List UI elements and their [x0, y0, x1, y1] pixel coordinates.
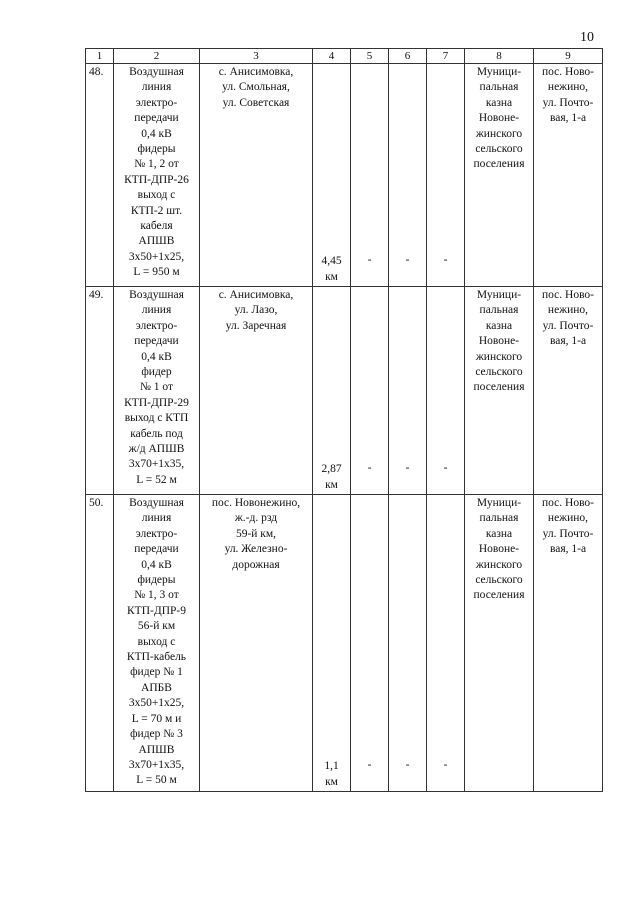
line-length: 4,45 км: [321, 255, 342, 283]
object-name: Воздушная линия электро- передачи 0,4 кВ фидеры № 1, 2 от КТП-ДПР-26 выход с КТП-2 шт. кабеля АПШВ 3х50+1х25, L = 950 м: [124, 66, 189, 279]
header-cell: 9: [534, 49, 603, 64]
object-address: пос. Новонежино, ж.-д. рзд 59-й км, ул. Железно- дорожная: [211, 497, 301, 571]
empty-mark: -: [367, 461, 372, 474]
object-address: с. Анисимовка, ул. Смольная, ул. Советская: [218, 66, 294, 109]
line-length: 2,87 км: [321, 463, 342, 491]
header-cell: 7: [427, 49, 465, 64]
table-row: [86, 495, 603, 792]
holder-address: пос. Ново- нежино, ул. Почто- вая, 1-а: [541, 497, 595, 556]
row-number: 50.: [89, 497, 104, 509]
page-number: 10: [580, 30, 594, 45]
header-cell: 3: [200, 49, 313, 64]
empty-mark: -: [443, 461, 448, 474]
empty-mark: -: [367, 758, 372, 771]
line-length: 1,1 км: [324, 760, 339, 788]
row-number: 48.: [89, 66, 104, 78]
object-name: Воздушная линия электро- передачи 0,4 кВ фидеры № 1, 3 от КТП-ДПР-9 56-й км выход с КТП-кабель фидер № 1 АПБВ 3х50+1х25, L = 70 м и фидер № 3 АПШВ 3х70+1х35, L = 50 м: [126, 497, 187, 787]
object-address: с. Анисимовка, ул. Лазо, ул. Заречная: [218, 289, 294, 332]
header-cell: 1: [86, 49, 114, 64]
empty-mark: -: [443, 253, 448, 266]
holder-address: пос. Ново- нежино, ул. Почто- вая, 1-а: [541, 289, 595, 348]
header-cell: 5: [351, 49, 389, 64]
property-register-table: [85, 48, 603, 792]
table-header-row: [86, 49, 603, 64]
owner: Муници- пальная казна Новоне- жинского сельского поселения: [473, 289, 525, 394]
header-cell: 2: [114, 49, 200, 64]
header-cell: 6: [389, 49, 427, 64]
table-row: [86, 287, 603, 495]
object-name: Воздушная линия электро- передачи 0,4 кВ фидер № 1 от КТП-ДПР-29 выход с КТП кабель под ж/д АПШВ 3х70+1х35, L = 52 м: [124, 289, 189, 486]
empty-mark: -: [405, 758, 410, 771]
holder-address: пос. Ново- нежино, ул. Почто- вая, 1-а: [541, 66, 595, 125]
header-cell: 4: [313, 49, 351, 64]
row-number: 49.: [89, 289, 104, 301]
header-cell: 8: [465, 49, 534, 64]
empty-mark: -: [367, 253, 372, 266]
owner: Муници- пальная казна Новоне- жинского сельского поселения: [473, 66, 525, 171]
table-row: [86, 64, 603, 287]
empty-mark: -: [405, 461, 410, 474]
empty-mark: -: [405, 253, 410, 266]
owner: Муници- пальная казна Новоне- жинского сельского поселения: [473, 497, 525, 602]
empty-mark: -: [443, 758, 448, 771]
